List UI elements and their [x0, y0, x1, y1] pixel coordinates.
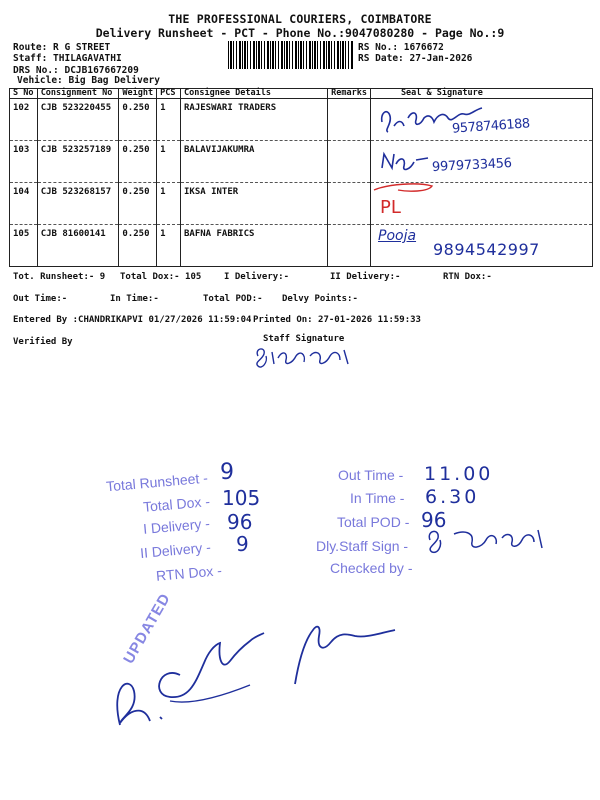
col-remarks: Remarks	[328, 89, 371, 99]
cell-weight: 0.250	[119, 225, 157, 267]
cell-remarks	[328, 225, 371, 267]
col-seal: Seal & Signature	[370, 89, 592, 99]
cell-consignment: CJB 523220455	[37, 99, 119, 141]
cell-sno: 103	[10, 141, 38, 183]
cell-consignment: CJB 523268157	[37, 183, 119, 225]
delvy-points: Delvy Points:-	[282, 294, 358, 304]
cell-sno: 104	[10, 183, 38, 225]
cell-consignment: CJB 81600141	[37, 225, 119, 267]
rtn-dox: RTN Dox:-	[443, 272, 492, 282]
cell-weight: 0.250	[119, 141, 157, 183]
cell-consignee: BALAVIJAKUMRA	[181, 141, 328, 183]
total-dox: Total Dox:- 105	[120, 272, 202, 282]
signature-row2	[378, 148, 438, 176]
handwritten-phone-row1: 9578746188	[451, 116, 531, 137]
stamp-in-time-value: 6.30	[425, 486, 480, 508]
stamp-ii-delivery-label: II Delivery -	[139, 538, 212, 562]
red-scribble-row3	[368, 180, 438, 222]
cell-sno: 105	[10, 225, 38, 267]
drs-number: DRS No.: DCJB167667209	[13, 65, 139, 76]
col-pcs: PCS	[157, 89, 181, 99]
cell-remarks	[328, 141, 371, 183]
stamp-in-time-label: In Time -	[350, 490, 405, 506]
in-time: In Time:-	[110, 294, 159, 304]
rs-date: RS Date: 27-Jan-2026	[358, 53, 473, 64]
rs-number: RS No.: 1676672	[358, 42, 444, 53]
runsheet-title: Delivery Runsheet - PCT - Phone No.:9047080280 - Page No.:9	[95, 26, 505, 40]
stamp-total-runsheet-value: 9	[220, 460, 234, 485]
col-sno: S No	[10, 89, 38, 99]
stamp-out-time-label: Out Time -	[338, 467, 404, 483]
col-consignee: Consignee Details	[181, 89, 328, 99]
table-header	[10, 89, 593, 99]
cell-consignment: CJB 523257189	[37, 141, 119, 183]
stamp-total-pod-label: Total POD -	[337, 514, 410, 530]
stamp-total-dox-value: 105	[222, 486, 261, 510]
staff-signature-label: Staff Signature	[263, 334, 345, 344]
cell-pcs: 1	[157, 99, 181, 141]
stamp-out-time-value: 11.00	[424, 463, 494, 485]
handwritten-name-row4: Pooja	[378, 228, 417, 244]
out-time: Out Time:-	[13, 294, 68, 304]
cell-pcs: 1	[157, 225, 181, 267]
handwritten-phone-row2: 9979733456	[431, 155, 513, 176]
stamp-ii-delivery-value: 9	[236, 532, 249, 556]
cell-consignee: BAFNA FABRICS	[181, 225, 328, 267]
second-signature	[285, 610, 405, 690]
col-consignment: Consignment No	[37, 89, 119, 99]
page-title: THE PROFESSIONAL COURIERS, COIMBATORE	[168, 12, 432, 26]
cell-weight: 0.250	[119, 183, 157, 225]
stamp-i-delivery-label: I Delivery -	[142, 515, 211, 537]
total-pod: Total POD:-	[203, 294, 263, 304]
cell-consignee: RAJESWARI TRADERS	[181, 99, 328, 141]
cell-pcs: 1	[157, 141, 181, 183]
col-weight: Weight	[119, 89, 157, 99]
cell-remarks	[328, 183, 371, 225]
vehicle: Vehicle: Big Bag Delivery	[17, 75, 160, 86]
barcode	[228, 41, 354, 69]
tot-runsheet: Tot. Runsheet:- 9	[13, 272, 106, 282]
ii-delivery: II Delivery:-	[330, 272, 401, 282]
staff-signature	[252, 344, 362, 370]
table-row	[10, 183, 593, 225]
cell-weight: 0.250	[119, 99, 157, 141]
stamp-total-dox-label: Total Dox -	[142, 493, 211, 515]
stamp-total-pod-value: 96	[421, 508, 447, 532]
handwritten-mark-row3: PL	[380, 197, 401, 218]
stamp-checked-by-label: Checked by -	[330, 560, 413, 576]
entered-by: Entered By :CHANDRIKAPVI 01/27/2026 11:59:04	[13, 315, 252, 325]
cell-consignee: IKSA INTER	[181, 183, 328, 225]
stamp-dly-staff-sign-label: Dly.Staff Sign -	[316, 538, 409, 554]
verifier-signature	[100, 605, 270, 745]
handwritten-phone-row4: 9894542997	[433, 240, 540, 259]
cell-remarks	[328, 99, 371, 141]
printed-on: Printed On: 27-01-2026 11:59:33	[253, 315, 421, 325]
stamp-total-runsheet-label: Total Runsheet -	[105, 469, 209, 495]
stamp-staff-signature	[424, 526, 554, 556]
stamp-rtn-dox-label: RTN Dox -	[155, 562, 223, 584]
staff: Staff: THILAGAVATHI	[13, 53, 122, 64]
updated-stamp: UPDATED	[120, 590, 175, 667]
verified-by: Verified By	[13, 337, 73, 347]
cell-sno: 102	[10, 99, 38, 141]
i-delivery: I Delivery:-	[224, 272, 290, 282]
cell-pcs: 1	[157, 183, 181, 225]
stamp-i-delivery-value: 96	[227, 510, 253, 534]
route: Route: R G STREET	[13, 42, 111, 53]
